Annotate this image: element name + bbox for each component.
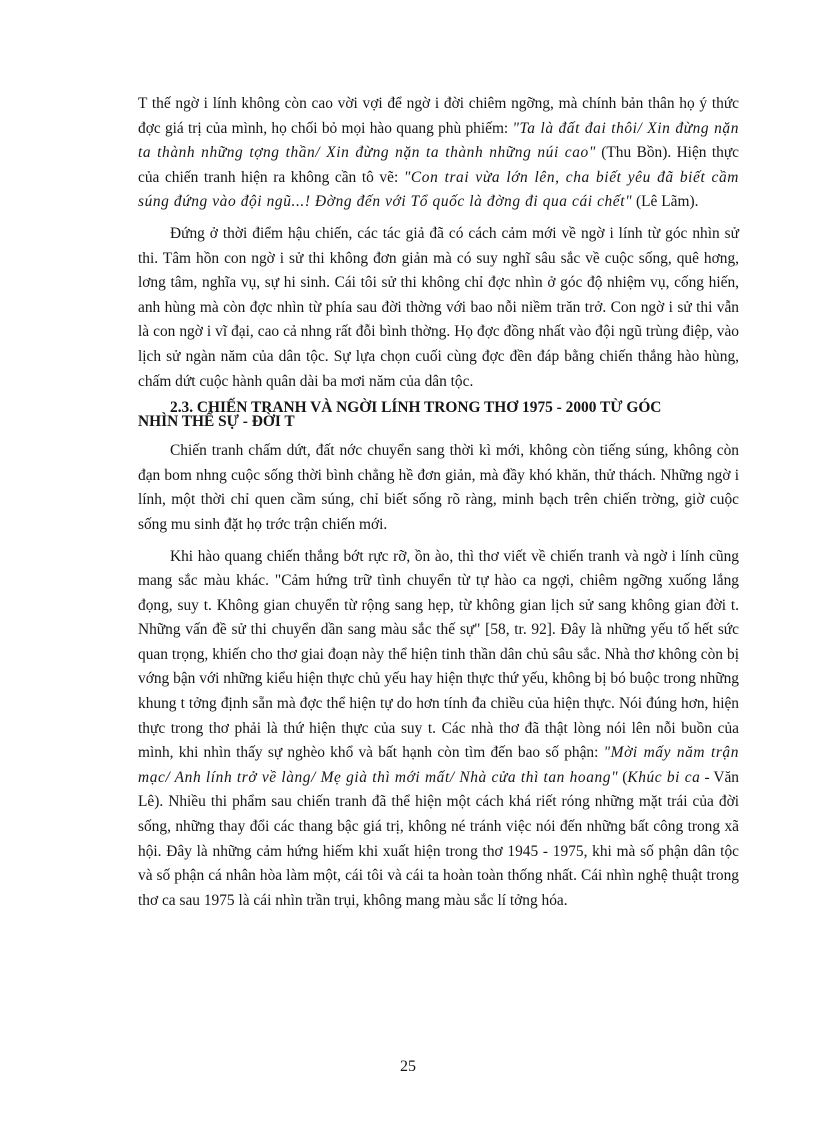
section-heading-2-3 bbox=[138, 401, 739, 429]
paragraph-4-text-c: - Văn Lê). Nhiều thi phẩm sau chiến tranh đã thể hiện một cách khá riết róng những mặt trái của đời sống, những thay đổi các thang bậc giá trị, không né tránh việc nói đến những bất công trong xã hội. Đây là những cảm hứng hiếm khi xuất hiện trong thơ 1945 - 1975, khi mà số phận dân tộc và số phận cá nhân hòa làm một, cái tôi và cái ta hoàn toàn thống nhất. Cái nhìn nghệ thuật trong thơ ca sau 1975 là cái nhìn trần trụi, không mang màu sắc lí tởng hóa. bbox=[138, 768, 739, 909]
paragraph-1-text-a: T thế ngờ i lính không còn cao vời vợi để ngờ i đời chiêm ngỡng, mà chính bản thân họ ý thức đợc giá trị của mình, họ chối bỏ mọi hào quang phù phiếm: bbox=[138, 95, 739, 137]
paragraph-3: Chiến tranh chấm dứt, đất nớc chuyển sang thời kì mới, không còn tiếng súng, không còn đạn bom nhng cuộc sống thời bình chẳng hề đơn giản, mà đầy khó khăn, thử thách. Những ngờ i lính, một thời chỉ quen cầm súng, chỉ biết sống rõ ràng, minh bạch trên chiến trờng, giờ cuộc sống mu sinh đặt họ trớc trận chiến mới. bbox=[138, 442, 739, 533]
section-heading-line-1: 2.3. CHIẾN TRANH VÀ NGỜI LÍNH TRONG THƠ 1975 - 2000 TỪ GÓC bbox=[170, 399, 662, 417]
document-page bbox=[138, 92, 739, 920]
paragraph-1-text-c: (Lê Lãm). bbox=[632, 193, 699, 211]
paragraph-4-text-b: ( bbox=[618, 768, 628, 786]
poem-quote-van-le: "Mời mấy năm trận mạc/ Anh lính trở về làng/ Mẹ già thì mới mất/ Nhà cửa thì tan hoang" bbox=[138, 744, 739, 786]
paragraph-1 bbox=[138, 92, 739, 215]
section-heading-line-2: NHÌN THẾ SỰ - ĐỜI T bbox=[138, 413, 295, 431]
paragraph-1-text-b: (Thu Bồn). Hiện thực của chiến tranh hiện ra không cần tô vẽ: bbox=[138, 144, 740, 186]
paragraph-4-text-a: Khi hào quang chiến thắng bớt rực rỡ, ồn ào, thì thơ viết về chiến tranh và ngờ i lính cũng mang sắc màu khác. "Cảm hứng trữ tình chuyển từ tự hào ca ngợi, chiêm ngỡng xuống lắng đọng, suy t. Không gian chuyển từ rộng sang hẹp, từ không gian lịch sử sang không gian đời t. Những vấn đề sử thi chuyển dần sang màu sắc thế sự" [58, tr. 92]. Đây là những yếu tố hết sức quan trọng, khiến cho thơ giai đoạn này thể hiện tinh thần dân chủ sâu sắc. Nhà thơ không còn bị vớng bận với những kiểu hiện thực chủ yếu hay hiện thực thứ yếu, không bị bó buộc trong những khung t tởng định sẵn mà đợc thể hiện tự do hơn tính đa chiều của hiện thực. Nói đúng hơn, hiện thực trong thơ phải là thứ hiện thực của suy t. Các nhà thơ đã thật lòng nói lên nỗi buồn của mình, khi nhìn thấy sự nghèo khổ và bất hạnh còn tìm đến bao số phận: bbox=[138, 547, 739, 762]
poem-title-khuc-bi-ca: Khúc bi ca bbox=[627, 768, 701, 786]
poem-quote-thu-bon: "Ta là đất đai thôi/ Xin đừng nặn ta thành những tợng thần/ Xin đừng nặn ta thành những núi cao" bbox=[138, 119, 739, 162]
poem-quote-le-lam: "Con trai vừa lớn lên, cha biết yêu đã biết cầm súng đứng vào đội ngũ...! Đờng đến với Tổ quốc là đờng đi qua cái chết" bbox=[138, 168, 739, 211]
page-number: 25 bbox=[400, 1058, 416, 1075]
paragraph-2: Đứng ở thời điểm hậu chiến, các tác giả đã có cách cảm mới về ngờ i lính từ góc nhìn sử thi. Tâm hồn con ngờ i sử thi không đơn giản mà có suy nghĩ sâu sắc về cuộc sống, quê hơng, lơng tâm, nghĩa vụ, sự hi sinh. Cái tôi sử thi không chỉ đợc nhìn ở góc độ nhiệm vụ, cống hiến, anh hùng mà còn đợc nhìn từ phía sau đời thờng với bao nỗi niềm trăn trở. Con ngờ i sử thi vẫn là con ngờ i vĩ đại, cao cả nhng rất đỗi bình thờng. Họ đợc đồng nhất vào đội ngũ trùng điệp, vào lịch sử ngàn năm của dân tộc. Sự lựa chọn cuối cùng đợc đền đáp bằng chiến thắng hào hùng, chấm dứt cuộc hành quân dài ba mơi năm của dân tộc. bbox=[138, 224, 739, 390]
paragraph-4 bbox=[138, 545, 739, 914]
